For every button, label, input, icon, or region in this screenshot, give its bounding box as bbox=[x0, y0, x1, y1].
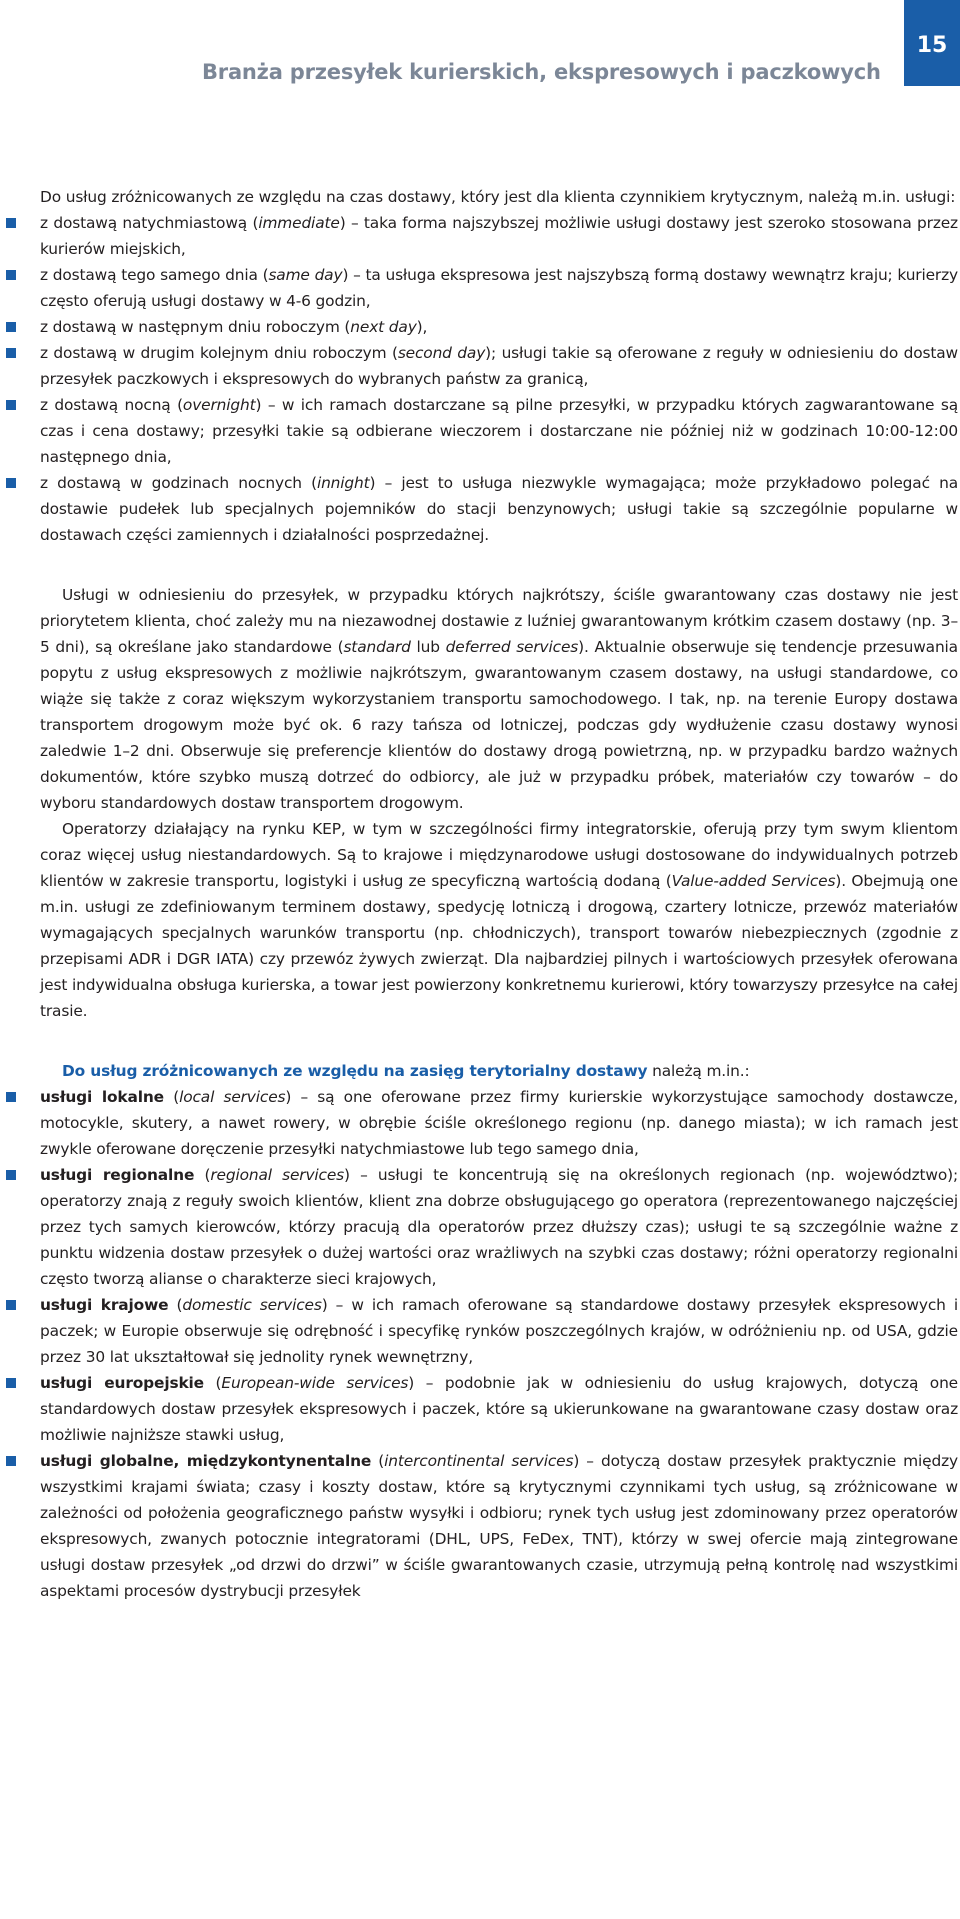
territorial-list bbox=[40, 1084, 958, 1604]
square-bullet-icon bbox=[6, 270, 16, 280]
list-item: z dostawą natychmiastową (immediate) – taka forma najszybszej możliwie usługi dostawy jest szeroko stosowana przez kurierów miejskich, bbox=[40, 210, 958, 262]
paragraph-value-added-services: Operatorzy działający na rynku KEP, w tym w szczególności firmy integratorskie, oferują przy tym swym klientom coraz więcej usług niestandardowych. Są to krajowe i międzynarodowe usługi dostosowane do indywidualnych potrzeb klientów w zakresie transportu, logistyki i usług ze specyficzną wartością dodaną (Value-added Services). Obejmują one m.in. usługi ze zdefiniowanym terminem dostawy, spedycję lotniczą i drogową, czartery lotnicze, przewóz materiałów wymagających specjalnych warunków transportu (np. chłodniczych), transport towarów niebezpiecznych (zgodnie z przepisami ADR i DGR IATA) czy przewóz żywych zwierząt. Dla najbardziej pilnych i wartościowych przesyłek oferowana jest indywidualna obsługa kurierska, a towar jest powierzony konkretnemu kurierowi, który towarzyszy przesyłce na całej trasie. bbox=[40, 820, 958, 1020]
square-bullet-icon bbox=[6, 478, 16, 488]
square-bullet-icon bbox=[6, 1300, 16, 1310]
square-bullet-icon bbox=[6, 1378, 16, 1388]
section-heading: Do usług zróżnicowanych ze względu na zasięg terytorialny dostawy bbox=[62, 1062, 648, 1080]
list-item: z dostawą w godzinach nocnych (innight) – jest to usługa niezwykle wymagająca; może przykładowo polegać na dostawie pudełek lub specjalnych pojemników do stacji benzynowych; usługi takie są szczególnie popularne w dostawach części zamiennych i działalności posprzedażnej. bbox=[40, 470, 958, 548]
list-item: usługi regionalne (regional services) – usługi te koncentrują się na określonych regionach (np. województwo); operatorzy znają z reguły swoich klientów, klient zna dobrze obsługującego go operatora (reprezentowanego najczęściej przez tych samych kierowców, którzy pracują dla operatorów przez dłuższy czas); usługi te są szczególnie ważne z punktu widzenia dostaw przesyłek o dużej wartości oraz wrażliwych na szybki czas dostawy; różni operatorzy regionalni często tworzą aliansе o charakterze sieci krajowych, bbox=[40, 1162, 958, 1292]
page-number-tab: 15 bbox=[904, 0, 960, 86]
paragraph-standard-services: Usługi w odniesieniu do przesyłek, w przypadku których najkrótszy, ściśle gwarantowany czas dostawy nie jest priorytetem klienta, choć zależy mu na niezawodnej dostawie z luźniej gwarantowanym krótkim czasem dostawy (np. 3–5 dni), są określane jako standardowe (standard lub deferred services). Aktualnie obserwuje się tendencje przesuwania popytu z usług ekspresowych z możliwie najkrótszym, gwarantowanym czasem dostawy, na usługi standardowe, co wiąże się także z coraz większym wykorzystaniem transportu samochodowego. I tak, np. na terenie Europy dostawa transportem drogowym może być ok. 6 razy tańsza od lotniczej, podczas gdy wydłużenie czasu dostawy wynosi zaledwie 1–2 dni. Obserwuje się preferencje klientów do dostawy drogą powietrzną, np. w przypadku bardzo ważnych dokumentów, które szybko muszą dotrzeć do odbiorcy, ale już w przypadku próbek, materiałów czy towarów – do wyboru standardowych dostaw transportem drogowym. bbox=[40, 586, 958, 812]
list-item: z dostawą w drugim kolejnym dniu roboczym (second day); usługi takie są oferowane z reguły w odniesieniu do dostaw przesyłek paczkowych i ekspresowych do wybranych państw za granicą, bbox=[40, 340, 958, 392]
list-item: usługi europejskie (European-wide services) – podobnie jak w odniesieniu do usług krajowych, dotyczą one standardowych dostaw przesyłek ekspresowych i paczek, które są ukierunkowane na gwarantowane czasy dostaw oraz możliwie najniższe stawki usług, bbox=[40, 1370, 958, 1448]
list-item: usługi globalne, międzykontynentalne (intercontinental services) – dotyczą dostaw przesyłek praktycznie między wszystkimi krajami świata; czasy i koszty dostaw, które są krytycznymi czynnikami tych usług, są zróżnicowane w zależności od położenia geograficznego państw wysyłki i odbioru; rynek tych usług jest zdominowany przez operatorów ekspresowych, zwanych potocznie integratorami (DHL, UPS, FeDex, TNT), którzy w swej ofercie mają zintegrowane usługi dostaw przesyłek „od drzwi do drzwi” w ściśle gwarantowanych czasie, utrzymują pełną kontrolę nad wszystkimi aspektami procesów dystrybucji przesyłek bbox=[40, 1448, 958, 1604]
list-item: z dostawą nocną (overnight) – w ich ramach dostarczane są pilne przesyłki, w przypadku których zagwarantowane są czas i cena dostawy; przesyłki takie są odbierane wieczorem i dostarczane nie później niż w godzinach 10:00-12:00 następnego dnia, bbox=[40, 392, 958, 470]
square-bullet-icon bbox=[6, 400, 16, 410]
territorial-intro: Do usług zróżnicowanych ze względu na zasięg terytorialny dostawy należą m.in.: bbox=[62, 1062, 750, 1080]
square-bullet-icon bbox=[6, 1092, 16, 1102]
delivery-time-list bbox=[40, 210, 958, 548]
square-bullet-icon bbox=[6, 348, 16, 358]
delivery-time-intro: Do usług zróżnicowanych ze względu na czas dostawy, który jest dla klienta czynnikiem krytycznym, należą m.in. usługi: bbox=[40, 188, 956, 206]
square-bullet-icon bbox=[6, 1170, 16, 1180]
square-bullet-icon bbox=[6, 322, 16, 332]
list-item: usługi lokalne (local services) – są one oferowane przez firmy kurierskie wykorzystujące samochody dostawcze, motocykle, skutery, a nawet rowery, w obrębie ściśle określonego regionu (np. danego miasta); w ich ramach jest zwykle oferowane doręczenie przesyłki natychmiastowe lub tego samego dnia, bbox=[40, 1084, 958, 1162]
list-item: z dostawą w następnym dniu roboczym (next day), bbox=[40, 314, 958, 340]
list-item: usługi krajowe (domestic services) – w ich ramach oferowane są standardowe dostawy przesyłek ekspresowych i paczek; w Europie obserwuje się odrębność i specyfikę rynków poszczególnych krajów, w odróżnieniu np. od USA, gdzie przez 30 lat ukształtował się jednolity rynek wewnętrzny, bbox=[40, 1292, 958, 1370]
list-item: z dostawą tego samego dnia (same day) – ta usługa ekspresowa jest najszybszą formą dostawy wewnątrz kraju; kurierzy często oferują usługi dostawy w 4-6 godzin, bbox=[40, 262, 958, 314]
square-bullet-icon bbox=[6, 1456, 16, 1466]
page-body bbox=[40, 184, 958, 1604]
running-header: Branża przesyłek kurierskich, ekspresowych i paczkowych bbox=[202, 60, 881, 84]
square-bullet-icon bbox=[6, 218, 16, 228]
